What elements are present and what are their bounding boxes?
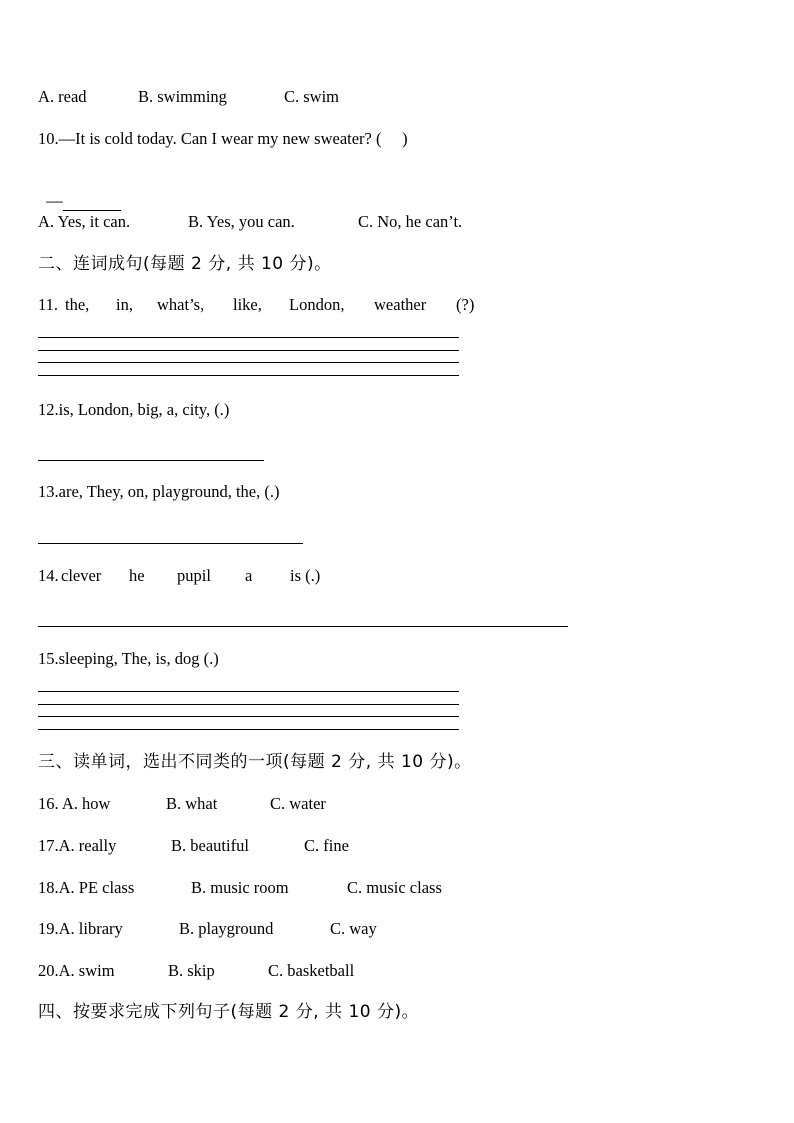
q15-answer-rule[interactable] — [38, 691, 459, 692]
q11-answer-rule[interactable] — [38, 375, 459, 376]
section3-heading: 三、读单词，选出不同类的一项(每题 2 分, 共 10 分)。 — [38, 752, 472, 772]
q20-option-c: C. basketball — [268, 961, 355, 980]
q11-word: (?) — [456, 295, 475, 314]
q9-option-b: B. swimming — [138, 87, 227, 106]
q14-word: he — [129, 566, 145, 585]
q10-option-c: C. No, he can’t. — [358, 212, 463, 231]
q11-word: what’s, — [157, 295, 205, 314]
q10-option-b: B. Yes, you can. — [188, 212, 295, 231]
q9-option-c: C. swim — [284, 87, 340, 106]
q18-option-b: B. music room — [191, 878, 289, 897]
q20-option-a: 20.A. swim — [38, 961, 115, 980]
q15-words: 15.sleeping, The, is, dog (.) — [38, 649, 219, 668]
q10-question: 10.—It is cold today. Can I wear my new sweater? ( ) — [38, 129, 408, 148]
q11-word: the, — [65, 295, 90, 314]
q18-option-c: C. music class — [347, 878, 442, 897]
q13-words: 13.are, They, on, playground, the, (.) — [38, 482, 280, 501]
q16-option-c: C. water — [270, 794, 326, 813]
q15-answer-rule[interactable] — [38, 729, 459, 730]
q10-answer-line — [38, 171, 121, 211]
q11-answer-rule[interactable] — [38, 350, 459, 351]
q18-option-a: 18.A. PE class — [38, 878, 135, 897]
q11-answer-rule[interactable] — [38, 362, 459, 363]
q10-answer-blank[interactable] — [63, 196, 121, 211]
q9-option-a: A. read — [38, 87, 87, 106]
q17-option-c: C. fine — [304, 836, 349, 855]
q11-answer-rule[interactable] — [38, 337, 459, 338]
q14-word: a — [245, 566, 253, 585]
q12-words: 12.is, London, big, a, city, (.) — [38, 400, 230, 419]
q10-option-a: A. Yes, it can. — [38, 212, 131, 231]
q14-answer-rule[interactable] — [38, 626, 568, 627]
q15-answer-rule[interactable] — [38, 716, 459, 717]
q20-option-b: B. skip — [168, 961, 215, 980]
q11-word: like, — [233, 295, 262, 314]
q19-option-c: C. way — [330, 919, 377, 938]
q14-word: is (.) — [290, 566, 321, 585]
q16-option-a: 16. A. how — [38, 794, 111, 813]
q14-number: 14. — [38, 566, 59, 585]
q11-word: London, — [289, 295, 345, 314]
q14-word: pupil — [177, 566, 211, 585]
q19-option-a: 19.A. library — [38, 919, 123, 938]
q15-answer-rule[interactable] — [38, 704, 459, 705]
q12-answer-rule[interactable] — [38, 460, 264, 461]
q16-option-b: B. what — [166, 794, 218, 813]
q13-answer-rule[interactable] — [38, 543, 303, 544]
section2-heading: 二、连词成句(每题 2 分, 共 10 分)。 — [38, 254, 332, 274]
q19-option-b: B. playground — [179, 919, 274, 938]
q17-option-b: B. beautiful — [171, 836, 249, 855]
q11-word: in, — [116, 295, 133, 314]
q11-word: weather — [374, 295, 427, 314]
q10-answer-prefix: — — [46, 191, 63, 210]
q17-option-a: 17.A. really — [38, 836, 117, 855]
q14-word: clever — [61, 566, 102, 585]
section4-heading: 四、按要求完成下列句子(每题 2 分, 共 10 分)。 — [38, 1002, 420, 1022]
q11-number: 11. — [38, 295, 59, 314]
